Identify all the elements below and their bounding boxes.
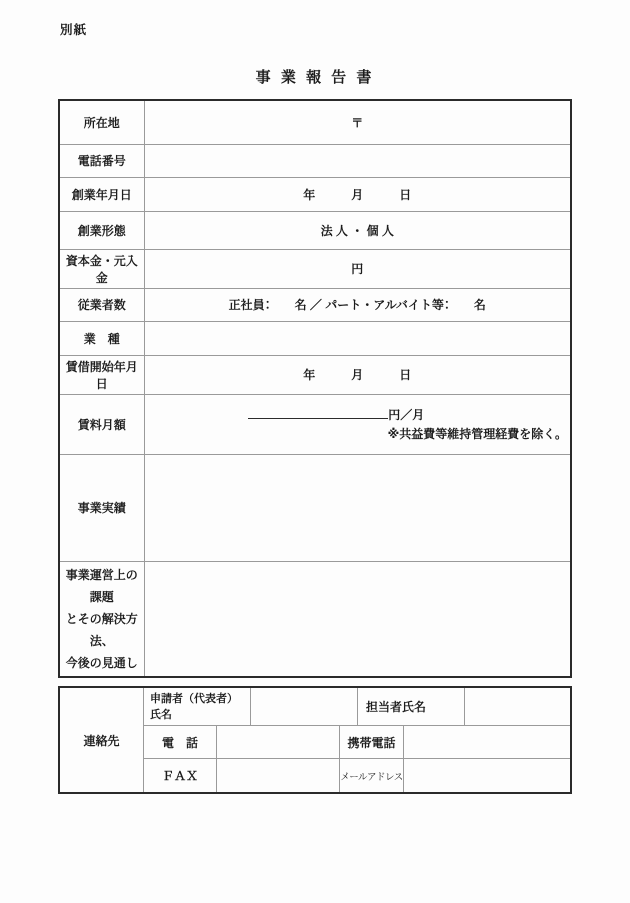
contact-row-fax bbox=[144, 759, 570, 792]
contact-row-names bbox=[144, 688, 570, 726]
row-value-capital: 円 bbox=[144, 249, 571, 288]
contact-person-value bbox=[465, 688, 570, 725]
row-label-founding-date: 創業年月日 bbox=[59, 177, 144, 211]
attachment-note: 別紙 bbox=[60, 23, 88, 37]
email-label: メールアドレス bbox=[340, 759, 404, 792]
table-row bbox=[59, 177, 571, 211]
table-row bbox=[59, 454, 571, 561]
label-line: 申請者（代表者） bbox=[150, 692, 238, 705]
document-title: 事 業 報 告 書 bbox=[255, 69, 375, 86]
contact-person-label: 担当者氏名 bbox=[358, 688, 465, 725]
row-label-business-results: 事業実績 bbox=[59, 454, 144, 561]
mobile-phone-label: 携帯電話 bbox=[340, 726, 404, 758]
applicant-name-value bbox=[251, 688, 358, 725]
row-value-business-results bbox=[144, 454, 571, 561]
table-row bbox=[59, 394, 571, 454]
label-line: 今後の見通し bbox=[65, 655, 138, 670]
row-label-founding-type: 創業形態 bbox=[59, 211, 144, 249]
rent-exclusion-note: ※共益費等維持管理経費を除く。 bbox=[387, 427, 567, 441]
row-label-employees: 従業者数 bbox=[59, 288, 144, 321]
row-label-phone: 電話番号 bbox=[59, 144, 144, 177]
applicant-name-label bbox=[144, 688, 251, 725]
table-row bbox=[59, 288, 571, 321]
table-row bbox=[59, 355, 571, 394]
postal-mark: 〒 bbox=[351, 115, 364, 130]
rent-amount-line bbox=[145, 405, 529, 425]
contact-group-label: 連絡先 bbox=[60, 688, 144, 792]
row-value-founding-date: 年 月 日 bbox=[144, 177, 571, 211]
row-label-address: 所在地 bbox=[59, 100, 144, 144]
row-value-employees: 正社員： 名 ／ パート・アルバイト等： 名 bbox=[144, 288, 571, 321]
row-label-lease-start: 賃借開始年月日 bbox=[59, 355, 144, 394]
row-value-industry bbox=[144, 321, 571, 355]
row-value-issues-outlook bbox=[144, 561, 571, 677]
row-label-capital: 資本金・元入金 bbox=[59, 249, 144, 288]
table-row bbox=[59, 249, 571, 288]
contact-table bbox=[58, 686, 572, 794]
table-row bbox=[59, 100, 571, 144]
row-value-lease-start: 年 月 日 bbox=[144, 355, 571, 394]
fax-label: ＦＡＸ bbox=[144, 759, 217, 792]
table-row bbox=[59, 211, 571, 249]
phone-label: 電 話 bbox=[144, 726, 217, 758]
table-row bbox=[59, 561, 571, 677]
business-report-table bbox=[58, 99, 572, 678]
row-label-industry: 業 種 bbox=[59, 321, 144, 355]
contact-rows bbox=[144, 688, 570, 792]
label-line: 事業運営上の課題 bbox=[65, 567, 138, 604]
mobile-phone-value bbox=[404, 726, 570, 758]
row-value-founding-type: 法 人 ・ 個 人 bbox=[144, 211, 571, 249]
table-row bbox=[59, 321, 571, 355]
table-row bbox=[59, 144, 571, 177]
row-label-issues-outlook bbox=[59, 561, 144, 677]
phone-value bbox=[217, 726, 340, 758]
label-line: 氏名 bbox=[150, 708, 172, 721]
contact-row-phone bbox=[144, 726, 570, 759]
fax-value bbox=[217, 759, 340, 792]
row-value-monthly-rent bbox=[144, 394, 571, 454]
row-value-address bbox=[144, 100, 571, 144]
label-line: とその解決方法、 bbox=[65, 611, 138, 648]
rent-fill-in-underline bbox=[248, 405, 388, 419]
email-value bbox=[404, 759, 570, 792]
row-value-phone bbox=[144, 144, 571, 177]
rent-unit: 円／月 bbox=[388, 408, 425, 422]
row-label-monthly-rent: 賃料月額 bbox=[59, 394, 144, 454]
